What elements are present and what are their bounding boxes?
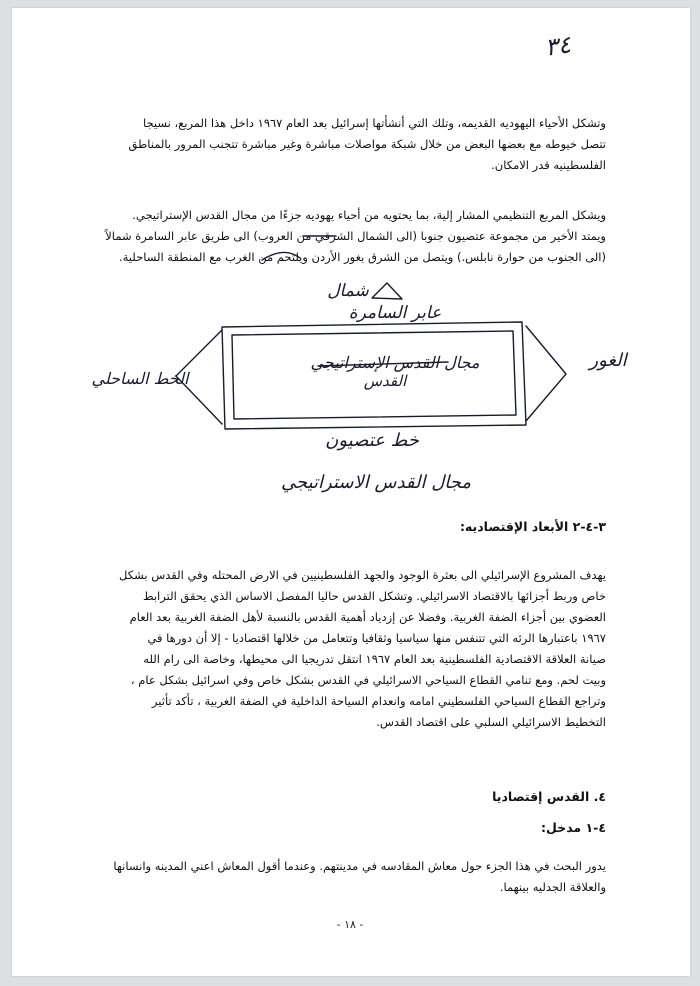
paragraph-2-line-1: ويشكل المربع التنظيمي المشار إلية، بما يحتويه من أحياء يهوديه جزءًا من مجال القدس الإستراتيجي. xyxy=(132,208,606,222)
paragraph-1-line-1: وتشكل الأحياء اليهوديه القديمه، وتلك التي أنشأتها إسرائيل بعد العام ١٩٦٧ داخل هذا المربع، نسيجا xyxy=(143,116,606,130)
south-line-label: خط عتصيون xyxy=(325,430,419,451)
paragraph-2-line-2: ويمتد الأخير من مجموعة عتصيون جنوبا (الى الشمال الشرقي من العروب) الى طريق عابر السامرة شمالاً xyxy=(105,229,606,243)
bottom-label: مجال القدس الاستراتيجي xyxy=(280,472,472,493)
north-arrow-shape xyxy=(372,283,402,299)
west-label: الخط الساحلي xyxy=(91,369,189,388)
economic-line-7: وتراجع القطاع السياحي الفلسطيني امامه وانعدام السياحة الداخلية في الضفة الغربية ، تأكد تأثير xyxy=(151,694,606,708)
handwritten-arc-mark xyxy=(262,252,300,260)
page-number: - ١٨ - xyxy=(336,918,364,931)
economic-line-5: صيانة العلاقة الاقتصادية الفلسطينية بعد العام ١٩٦٧ انتقل تدريجيا الى محيطها، وخاصة الى رام الله xyxy=(143,652,606,666)
intro-line-1: يدور البحث في هذا الجزء حول معاش المقادسه في مدينتهم. وعندما أقول المعاش اعني المدينه وانسانها xyxy=(113,859,606,873)
section-heading-economic: ٣-٤-٢ الأبعاد الإقتصاديه: xyxy=(459,519,606,534)
paragraph-economic xyxy=(92,565,606,733)
paragraph-1-line-3: الفلسطينيه قدر الامكان. xyxy=(491,158,606,172)
center-label: القدس xyxy=(363,372,407,390)
north-label: شمال xyxy=(327,281,369,301)
paragraph-intro xyxy=(92,856,606,898)
paragraph-1-line-2: تتصل خيوطه مع بعضها البعض من خلال شبكة مواصلات مباشرة وغير مباشرة تتجنب المرور بالمناطق xyxy=(128,137,606,151)
paragraph-2-line-3: (الى الجنوب من حوارة نابلس.) ويتصل من الشرق بغور الأردن ويلتحم من الغرب مع المنطقة الساحلية. xyxy=(118,250,606,264)
economic-line-8: التخطيط الاسرائيلي السلبي على اقتصاد القدس. xyxy=(376,715,606,729)
top-road-label: عابر السامرة xyxy=(348,303,442,323)
economic-line-6: وبيت لحم. ومع تنامي القطاع السياحي الاسرائيلي في القدس بشكل خاص وفي اسرائيل بشكل عام ، xyxy=(130,673,606,687)
economic-line-2: خاص وربط أجزائها بالاقتصاد الاسرائيلي. وتشكل القدس حاليا المفصل الاساس الذي يحقق الترابط xyxy=(142,589,606,603)
east-triangle-shape xyxy=(526,326,566,421)
section-heading-jerusalem-economy: ٤. القدس إقتصاديا xyxy=(492,789,606,804)
center-struck-label: مجال القدس الإستراتيجي xyxy=(310,353,480,372)
handwritten-page-mark: ٣٤ xyxy=(543,30,573,62)
economic-line-3: العضوي بين أجزاء الضفة الغربية. وفضلا عن إزدياد أهمية القدس بالنسبة لأهل الضفة الغربية بعد العام xyxy=(129,610,606,624)
intro-line-2: والعلاقة الجدليه بينهما. xyxy=(499,880,606,894)
east-label: الغور xyxy=(589,350,627,371)
economic-line-4: ١٩٦٧ باعتبارها الرئه التي تتنفس منها سياسيا وثقافيا وتتعامل من خلالها اقتصاديا - إلا أن دورها في xyxy=(147,631,606,645)
economic-line-1: يهدف المشروع الإسرائيلي الى بعثرة الوجود والجهد الفلسطينيين في الارض المحتله وفي القدس بشكل xyxy=(119,568,606,582)
subsection-heading-intro: ٤-١ مدخل: xyxy=(541,820,606,835)
